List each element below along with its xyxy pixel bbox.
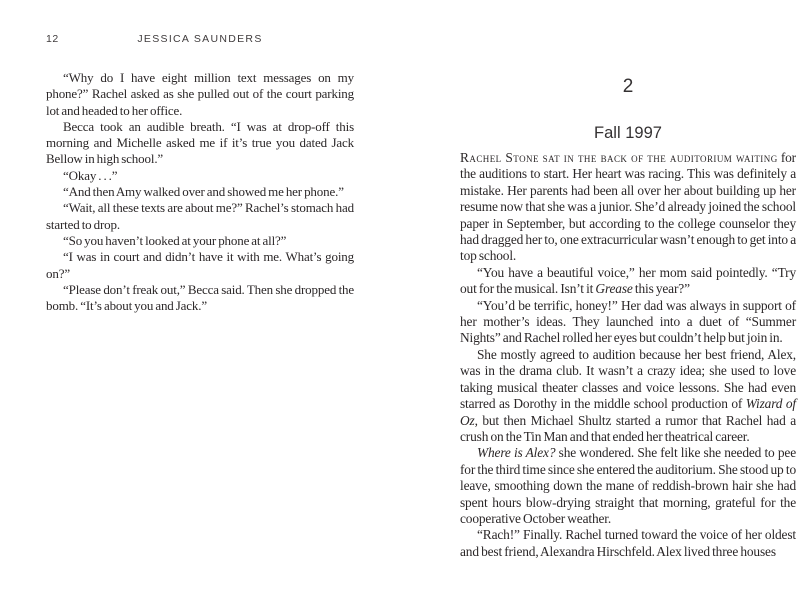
text-segment: “You have a beautiful voice,” her mom said pointedly. “Try out for the musical. Isn’t it (460, 264, 796, 297)
text-segment: Wizard of Oz (460, 396, 796, 428)
text-segment: “I was in court and didn’t have it with me. What’s going on?” (46, 249, 354, 281)
paragraph (46, 282, 354, 315)
right-page-body (460, 150, 796, 560)
text-segment: “You’d be terrific, honey!” Her dad was always in support of her mother’s ideas. They launched into a duet of “Summer Nights” and Rachel rolled her eyes but couldn’t help but join in. (460, 297, 796, 346)
chapter-subtitle: Fall 1997 (594, 124, 662, 142)
chapter-number: 2 (622, 76, 634, 97)
text-segment: for the auditions to start. Her heart was racing. This was definitely a mistake. Her parents had been all over her about building up her resume now that she was a junior. She’d already joined the school paper in September, but according to the college counselor they had dragged her to, one extracurricular wasn’t enough to get into a top school. (460, 150, 796, 264)
text-segment: “Okay . . .” (63, 167, 118, 183)
text-segment: Rachel Stone sat in the back of the auditorium waiting (460, 150, 778, 165)
paragraph (46, 168, 354, 184)
text-segment: “So you haven’t looked at your phone at all?” (63, 232, 287, 248)
text-segment: “Please don’t freak out,” Becca said. Then she dropped the bomb. “It’s about you and Jack.” (46, 281, 354, 314)
text-segment: “Rach!” Finally. Rachel turned toward the voice of her oldest and best friend, Alexandra Hirschfeld. Alex lived three houses (460, 527, 796, 559)
text-segment: she wondered. She felt like she needed to pee for the third time since she entered the auditorium. She stood up to leave, smoothing down the mane of reddish-brown hair she had spent hours blow-drying straight that morning, grateful for the cooperative October weather. (460, 445, 796, 526)
running-header (46, 33, 354, 46)
text-segment: this year?” (632, 281, 690, 297)
left-page (46, 33, 354, 314)
running-header-title: JESSICA SAUNDERS (137, 33, 263, 45)
paragraph (46, 119, 354, 168)
paragraph (46, 184, 354, 200)
text-segment: “And then Amy walked over and showed me her phone.” (63, 184, 344, 200)
text-segment: “Why do I have eight million text messages on my phone?” Rachel asked as she pulled out of the court parking lot and headed to her office. (46, 70, 354, 118)
text-segment: Becca took an audible breath. “I was at drop-off this morning and Michelle asked me if it’s true you dated Jack Bellow in high school.” (46, 118, 354, 167)
text-segment: “Wait, all these texts are about me?” Rachel’s stomach had started to drop. (46, 200, 354, 232)
paragraph (460, 445, 796, 527)
paragraph (460, 265, 796, 298)
paragraph (46, 200, 354, 233)
paragraph (460, 347, 796, 445)
text-segment: , but then Michael Shultz started a rumor that Rachel had a crush on the Tin Man and that ended her theatrical career. (460, 412, 796, 444)
left-page-body (46, 70, 354, 314)
text-segment: She mostly agreed to audition because her best friend, Alex, was in the drama club. It wasn’t a crazy idea; she used to love taking musical theater classes and voice lessons. She had even starred as Dorothy in the middle school production of (460, 346, 796, 412)
right-page (460, 76, 796, 560)
paragraph (46, 249, 354, 282)
page-number: 12 (46, 33, 59, 45)
text-segment: Where is Alex? (477, 445, 556, 461)
paragraph (460, 150, 796, 265)
text-segment: Grease (595, 281, 633, 297)
paragraph (46, 233, 354, 249)
paragraph (46, 70, 354, 119)
paragraph (460, 527, 796, 560)
paragraph (460, 298, 796, 347)
